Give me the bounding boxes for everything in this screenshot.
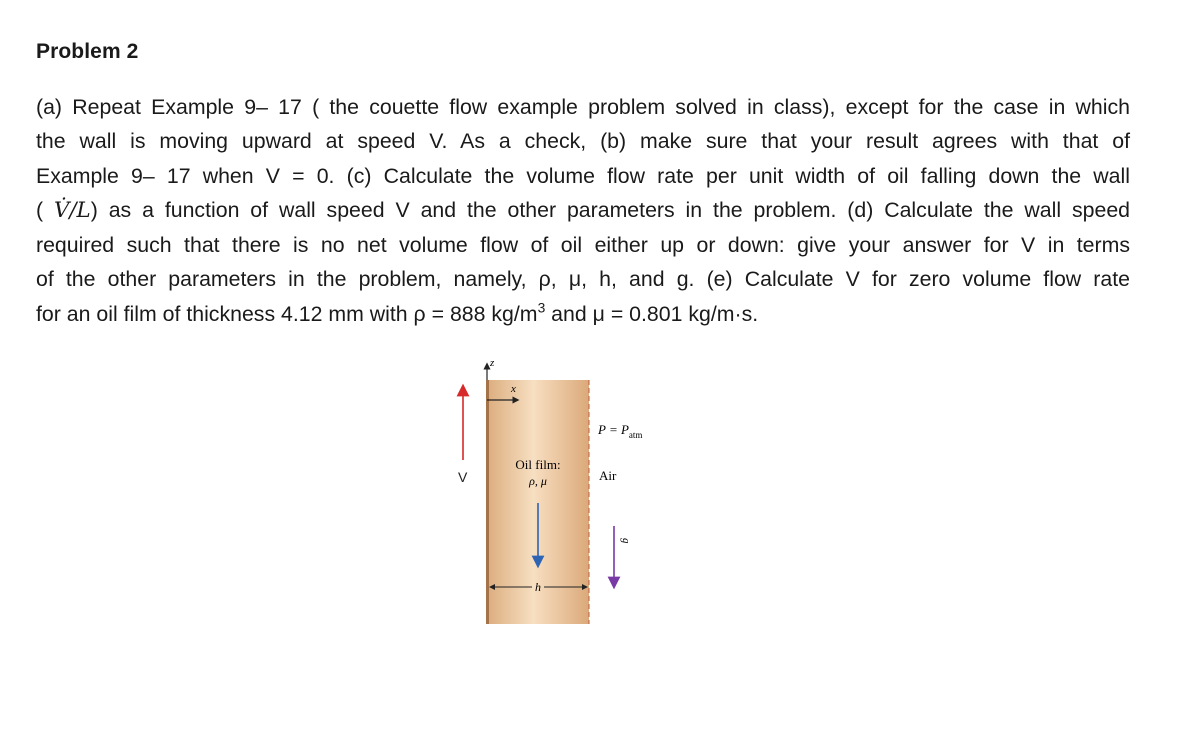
pressure-label — [597, 422, 642, 440]
statement-text: and μ = 0.801 kg/m·s. — [545, 301, 759, 326]
statement-line — [36, 297, 1130, 331]
statement-text: ( — [36, 197, 54, 222]
z-axis-label: z — [490, 357, 495, 369]
velocity-label: V — [458, 469, 468, 485]
statement-line: required such that there is no net volume flow of oil either up or down: give your answer for V in terms — [36, 233, 1130, 258]
statement-line — [36, 193, 1130, 228]
gravity-label: g — [620, 538, 632, 544]
statement-text: for an oil film of thickness 4.12 mm with ρ = 888 kg/m — [36, 301, 538, 326]
x-axis-label: x — [511, 383, 516, 395]
thickness-label: h — [535, 580, 541, 594]
oil-film-diagram — [440, 350, 680, 640]
statement-line: (a) Repeat Example 9– 17 ( the couette flow example problem solved in class), except for the case in which — [36, 95, 1130, 119]
statement-text: ) as a function of wall speed V and the other parameters in the problem. (d) Calculate the wall speed — [90, 197, 1131, 222]
oil-film-label: Oil film: — [515, 457, 561, 472]
air-label: Air — [599, 468, 617, 483]
wall — [486, 380, 489, 624]
pressure-subscript: atm — [628, 430, 643, 440]
statement-line: Example 9– 17 when V = 0. (c) Calculate the volume flow rate per unit width of oil falling down the wall — [36, 163, 1130, 188]
problem-title: Problem 2 — [36, 40, 139, 63]
problem-statement — [36, 90, 1130, 331]
pressure-text: P = P — [598, 422, 629, 437]
superscript: 3 — [537, 299, 546, 316]
statement-line: of the other parameters in the problem, namely, ρ, μ, h, and g. (e) Calculate V for zero volume flow rate — [36, 267, 1130, 292]
oil-properties-label: ρ, μ — [529, 474, 547, 488]
volume-flow-symbol: V̇/L — [54, 197, 91, 223]
statement-line: the wall is moving upward at speed V. As a check, (b) make sure that your result agrees with that of — [36, 129, 1130, 154]
